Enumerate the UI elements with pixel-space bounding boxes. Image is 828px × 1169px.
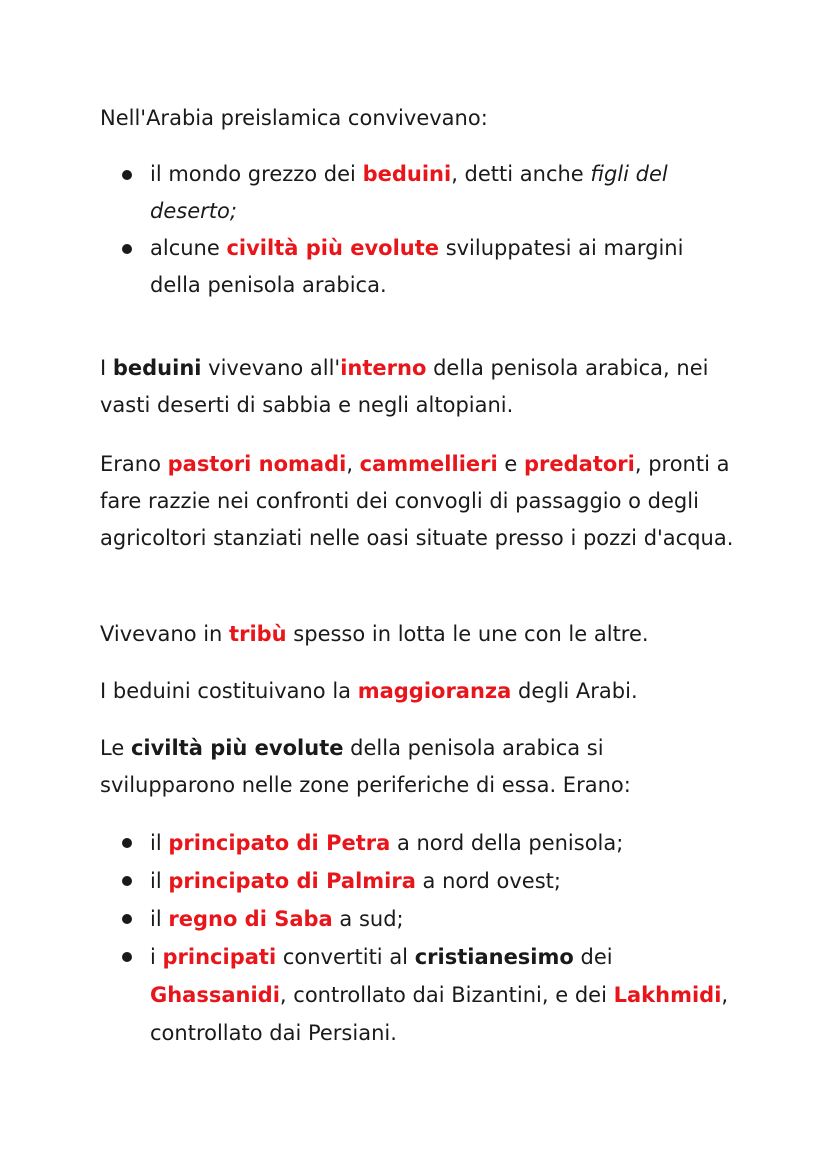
list-item: il regno di Saba a sud;	[150, 900, 740, 938]
list-item: il principato di Petra a nord della penisola;	[150, 824, 740, 862]
list-item: alcune civiltà più evolute sviluppatesi ai margini della penisola arabica.	[150, 230, 740, 304]
list-item: il principato di Palmira a nord ovest;	[150, 862, 740, 900]
bullet-icon	[122, 876, 132, 886]
paragraph-beduini-interno: I beduini vivevano all'interno della penisola arabica, nei vasti deserti di sabbia e negli altopiani.	[100, 356, 709, 417]
paragraph-maggioranza: I beduini costituivano la maggioranza degli Arabi.	[100, 679, 638, 703]
list-item: i principati convertiti al cristianesimo dei Ghassanidi, controllato dai Bizantini, e dei Lakhmidi, controllato dai Persiani.	[150, 938, 740, 1052]
bullet-list-arabia	[150, 156, 740, 304]
bullet-icon	[122, 170, 132, 180]
bullet-icon	[122, 952, 132, 962]
bullet-icon	[122, 914, 132, 924]
bullet-list-civilta	[150, 824, 740, 1052]
intro-paragraph: Nell'Arabia preislamica convivevano:	[100, 106, 488, 130]
paragraph-civilta: Le civiltà più evolute della penisola arabica si svilupparono nelle zone periferiche di essa. Erano:	[100, 736, 631, 797]
list-item: il mondo grezzo dei beduini, detti anche figli del deserto;	[150, 156, 740, 230]
paragraph-pastori: Erano pastori nomadi, cammellieri e predatori, pronti a fare razzie nei confronti dei convogli di passaggio o degli agricoltori stanziati nelle oasi situate presso i pozzi d'acqua.	[100, 452, 734, 550]
paragraph-tribu: Vivevano in tribù spesso in lotta le une con le altre.	[100, 622, 649, 646]
bullet-icon	[122, 244, 132, 254]
bullet-icon	[122, 838, 132, 848]
